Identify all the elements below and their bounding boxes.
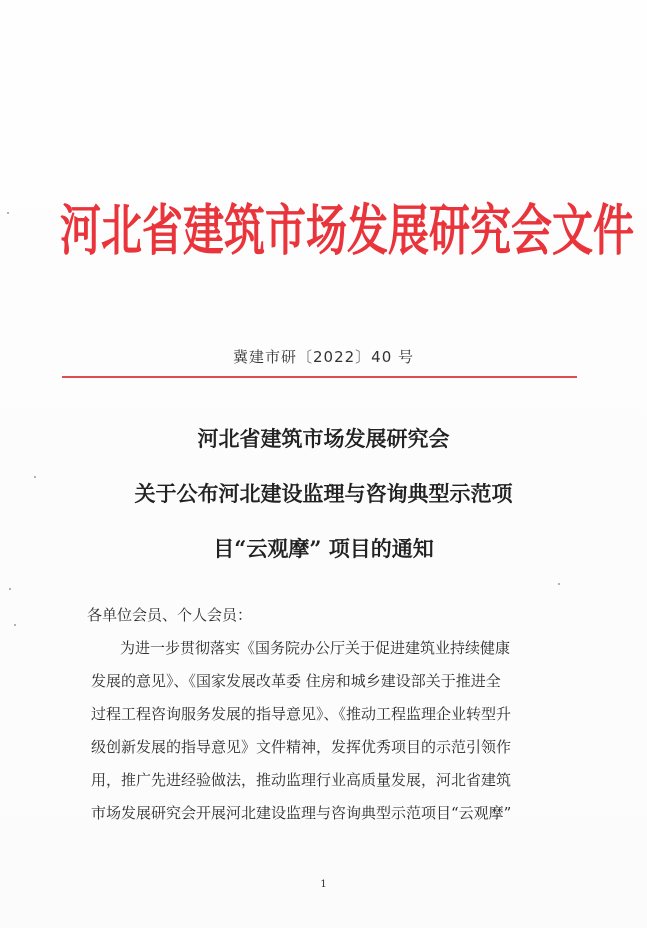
scan-speck bbox=[14, 624, 16, 626]
document-number: 冀建市研〔2022〕40 号 bbox=[232, 348, 415, 366]
body-line-5: 用，推广先进经验做法，推动监理行业高质量发展，河北省建筑 bbox=[91, 771, 512, 789]
notice-title-line-2: 关于公布河北建设监理与咨询典型示范项 bbox=[134, 481, 513, 506]
scan-speck bbox=[558, 583, 560, 585]
body-line-1: 为进一步贯彻落实《国务院办公厅关于促进建筑业持续健康 bbox=[120, 639, 511, 657]
body-line-2: 发展的意见》、《国家发展改革委 住房和城乡建设部关于推进全 bbox=[91, 672, 501, 690]
salutation: 各单位会员、个人会员： bbox=[87, 606, 253, 624]
body-line-3: 过程工程咨询服务发展的指导意见》、《推动工程监理企业转型升 bbox=[91, 705, 512, 723]
scan-speck bbox=[34, 476, 36, 478]
scan-speck bbox=[9, 588, 11, 590]
notice-title-line-3: 目“云观摩” 项目的通知 bbox=[213, 536, 434, 561]
body-line-4: 级创新发展的指导意见》文件精神，发挥优秀项目的示范引领作 bbox=[91, 738, 512, 756]
body-line-6: 市场发展研究会开展河北建设监理与咨询典型示范项目“云观摩” bbox=[91, 804, 512, 822]
org-header-title: 河北省建筑市场发展研究会文件 bbox=[60, 198, 634, 263]
notice-title-line-1: 河北省建筑市场发展研究会 bbox=[197, 426, 450, 451]
scan-speck bbox=[7, 212, 9, 214]
page-number: 1 bbox=[320, 879, 327, 890]
red-divider-line bbox=[62, 376, 577, 378]
